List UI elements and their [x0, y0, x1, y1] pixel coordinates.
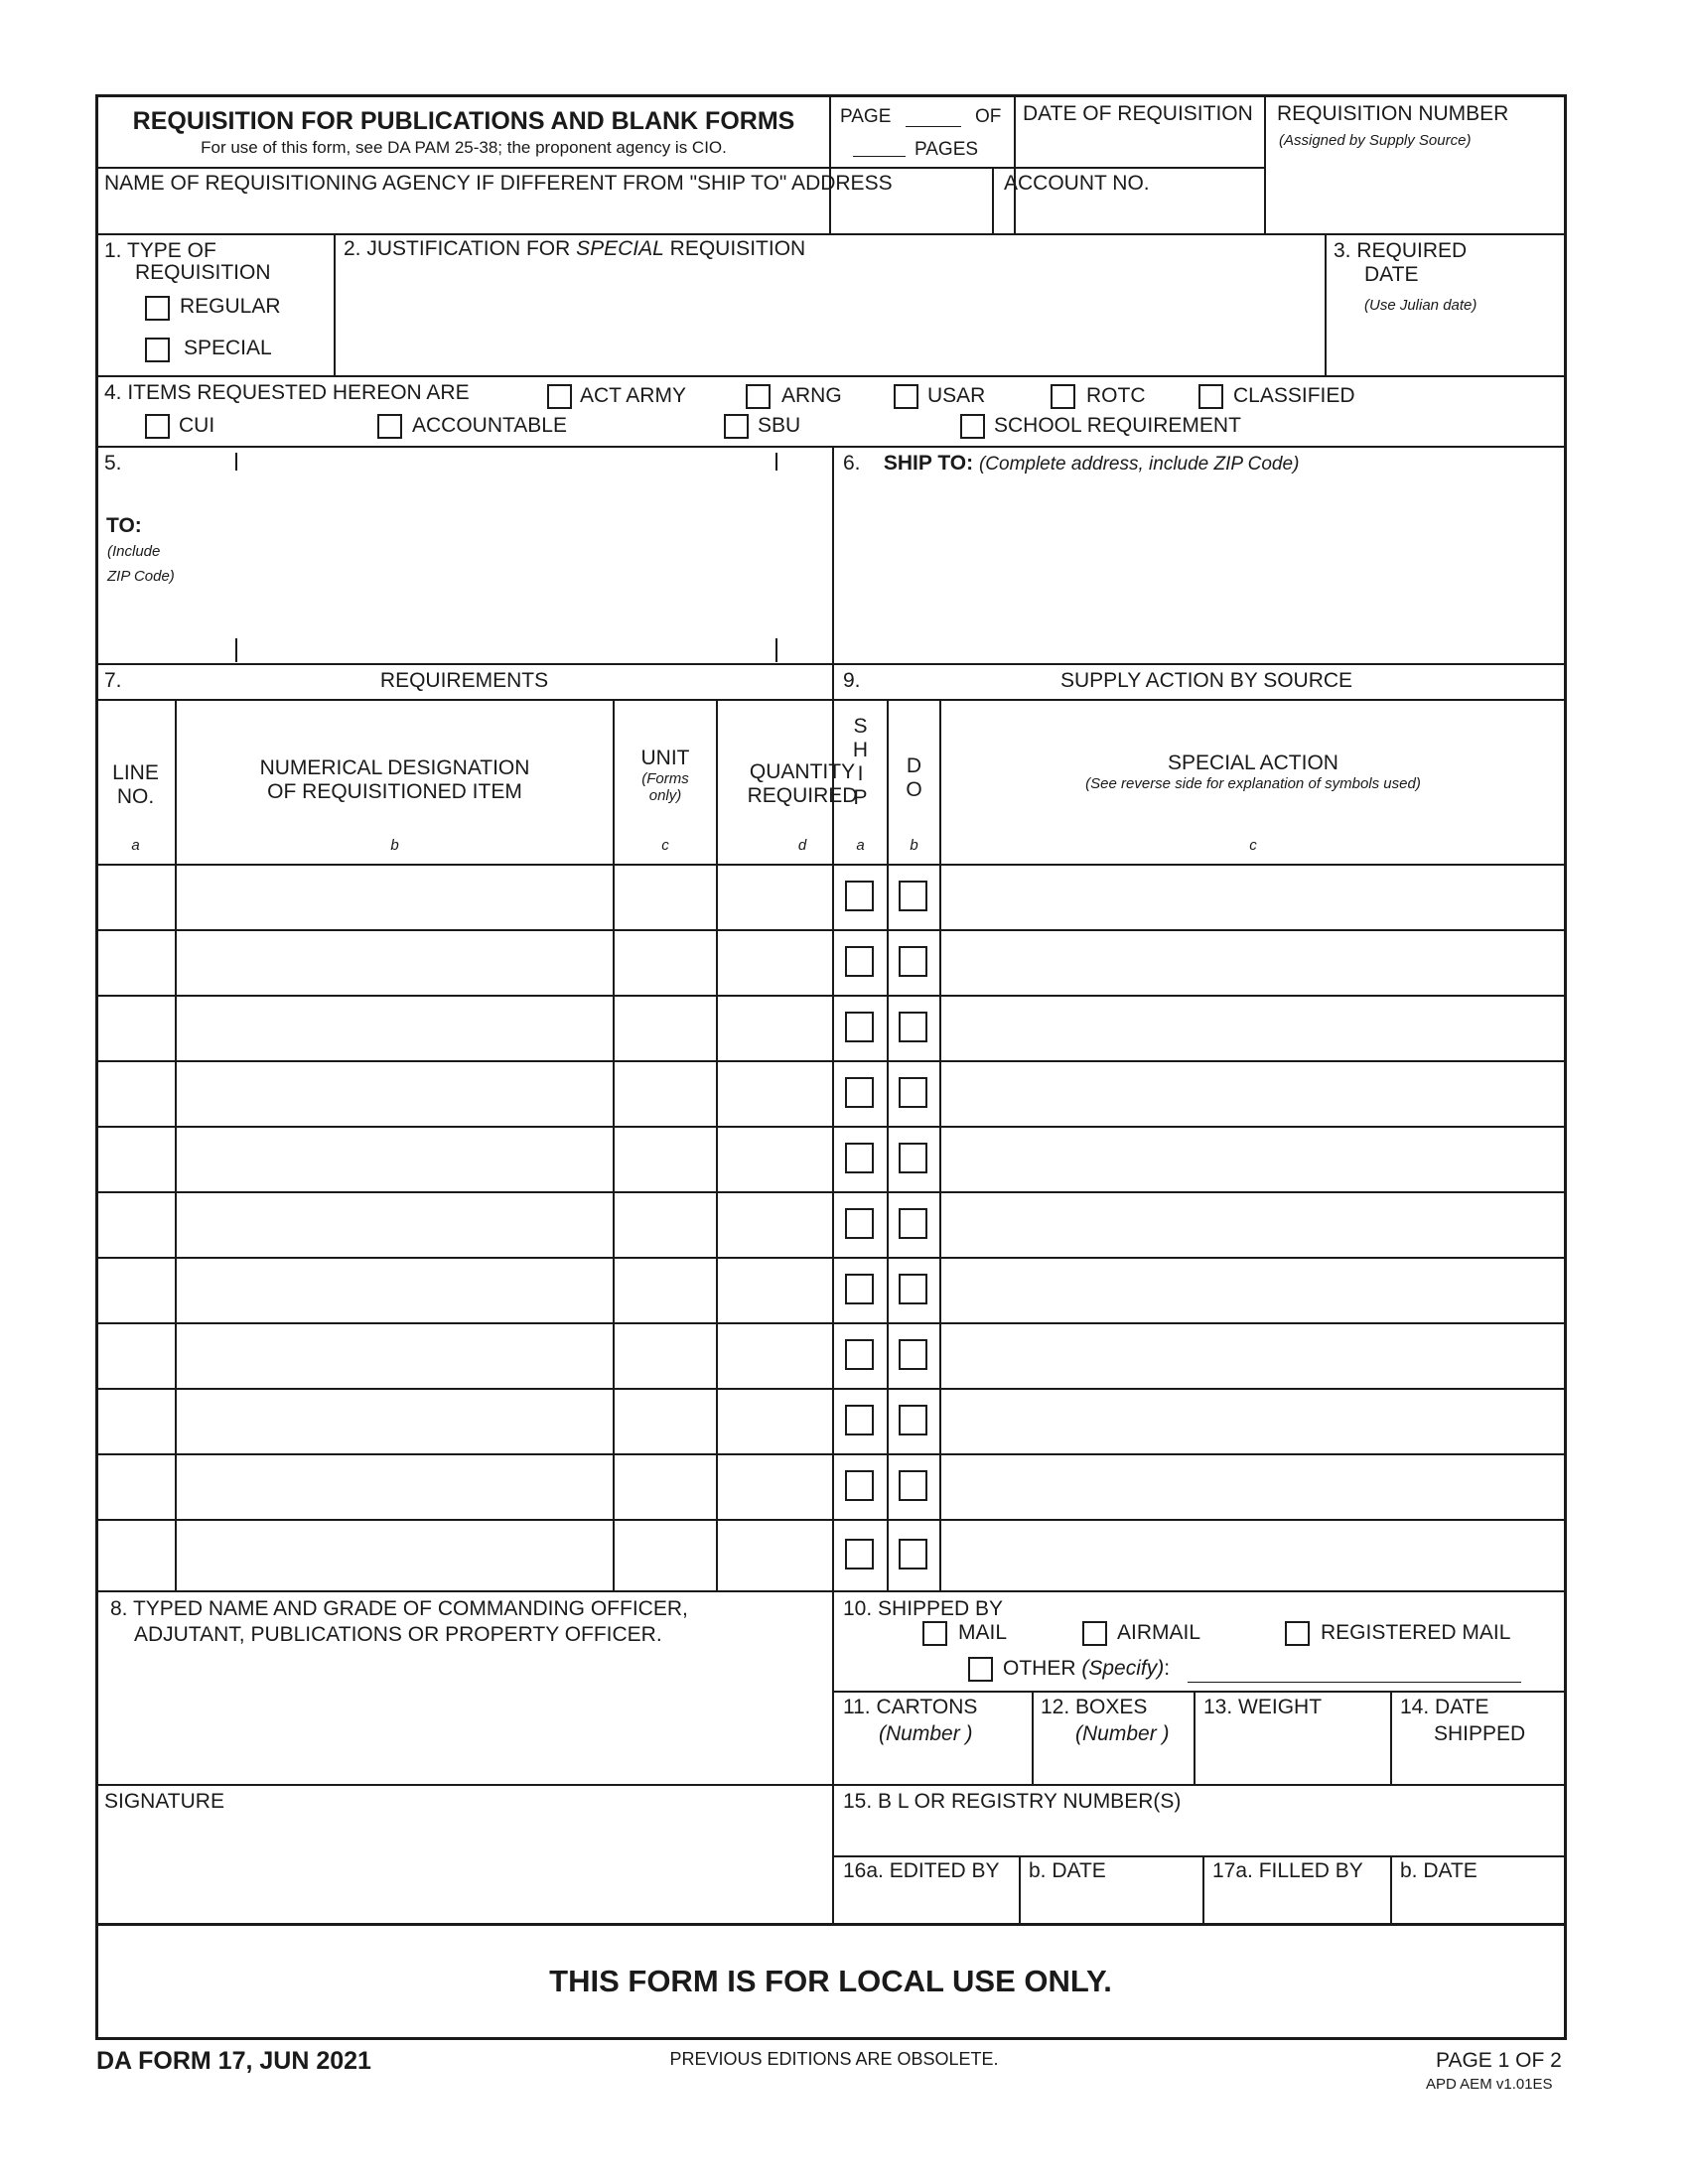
mail-label: MAIL — [958, 1621, 1008, 1644]
ship-checkbox-row-11[interactable] — [845, 1539, 874, 1570]
ship-checkbox-row-3[interactable] — [845, 1012, 874, 1042]
regular-checkbox[interactable] — [145, 296, 170, 321]
accountable-label: ACCOUNTABLE — [412, 414, 567, 437]
boxes-note: (Number ) — [1075, 1722, 1170, 1745]
supply-action-label: SUPPLY ACTION BY SOURCE — [1059, 669, 1353, 692]
do-checkbox-row-8[interactable] — [899, 1339, 927, 1370]
date-shipped-label: 14. DATE — [1400, 1696, 1489, 1718]
do-checkbox-row-3[interactable] — [899, 1012, 927, 1042]
accountable-checkbox[interactable] — [377, 414, 402, 439]
ship-checkbox-row-6[interactable] — [845, 1208, 874, 1239]
cui-checkbox[interactable] — [145, 414, 170, 439]
weight-label: 13. WEIGHT — [1203, 1696, 1323, 1718]
edited-date-label: b. DATE — [1029, 1859, 1106, 1882]
usar-label: USAR — [927, 384, 986, 407]
special-action-header: SPECIAL ACTION (See reverse side for explanation of symbols used) — [1085, 751, 1421, 793]
page-count: PAGE 1 OF 2 — [1436, 2049, 1562, 2072]
officer-label: 8. TYPED NAME AND GRADE OF COMMANDING OFFICER, — [110, 1597, 688, 1620]
col-d-letter: d — [797, 837, 807, 854]
ship-checkbox-row-8[interactable] — [845, 1339, 874, 1370]
form-title: REQUISITION FOR PUBLICATIONS AND BLANK FORMS — [132, 107, 795, 135]
items-requested-label: 4. ITEMS REQUESTED HEREON ARE — [104, 381, 470, 404]
school-requirement-checkbox[interactable] — [960, 414, 985, 439]
rotc-label: ROTC — [1086, 384, 1146, 407]
col-9a-letter: a — [856, 837, 865, 854]
version-label: APD AEM v1.01ES — [1426, 2076, 1553, 2093]
ship-checkbox-row-9[interactable] — [845, 1405, 874, 1435]
do-checkbox-row-2[interactable] — [899, 946, 927, 977]
do-checkbox-row-7[interactable] — [899, 1274, 927, 1304]
do-checkbox-row-10[interactable] — [899, 1470, 927, 1501]
unit-header: UNIT (Forms only) — [640, 747, 690, 805]
ship-checkbox-row-1[interactable] — [845, 881, 874, 911]
ship-checkbox-row-4[interactable] — [845, 1077, 874, 1108]
ship-header: S H I P — [852, 715, 869, 809]
date-shipped-label-2: SHIPPED — [1434, 1722, 1526, 1745]
do-checkbox-row-4[interactable] — [899, 1077, 927, 1108]
regular-label: REGULAR — [180, 295, 281, 318]
requisition-number-note: (Assigned by Supply Source) — [1279, 132, 1472, 149]
airmail-label: AIRMAIL — [1117, 1621, 1201, 1644]
ship-checkbox-row-2[interactable] — [845, 946, 874, 977]
ship-checkbox-row-7[interactable] — [845, 1274, 874, 1304]
do-checkbox-row-5[interactable] — [899, 1143, 927, 1173]
type-label-2: REQUISITION — [135, 261, 271, 284]
act-army-label: ACT ARMY — [580, 384, 686, 407]
school-requirement-label: SCHOOL REQUIREMENT — [994, 414, 1241, 437]
requirements-label: REQUIREMENTS — [379, 669, 549, 692]
classified-label: CLASSIFIED — [1233, 384, 1355, 407]
form-subtitle: For use of this form, see DA PAM 25-38; the proponent agency is CIO. — [201, 138, 727, 157]
arng-label: ARNG — [781, 384, 842, 407]
ship-checkbox-row-5[interactable] — [845, 1143, 874, 1173]
type-label: 1. TYPE OF — [104, 239, 216, 262]
shipped-by-label: 10. SHIPPED BY — [843, 1597, 1004, 1620]
airmail-checkbox[interactable] — [1082, 1621, 1107, 1646]
to-number: 5. — [104, 452, 122, 475]
edited-by-label: 16a. EDITED BY — [843, 1859, 1000, 1882]
date-of-requisition-label: DATE OF REQUISITION — [1023, 102, 1253, 125]
rotc-checkbox[interactable] — [1051, 384, 1075, 409]
account-no-label: ACCOUNT NO. — [1004, 172, 1150, 195]
other-specify-field[interactable] — [1188, 1682, 1521, 1683]
line-no-header: LINE NO. — [112, 761, 159, 809]
required-date-label-2: DATE — [1364, 263, 1419, 286]
classified-checkbox[interactable] — [1198, 384, 1223, 409]
bl-registry-label: 15. B L OR REGISTRY NUMBER(S) — [843, 1790, 1182, 1813]
boxes-label: 12. BOXES — [1041, 1696, 1148, 1718]
supply-number: 9. — [843, 669, 861, 692]
local-use-notice: THIS FORM IS FOR LOCAL USE ONLY. — [549, 1964, 1112, 1998]
registered-mail-label: REGISTERED MAIL — [1321, 1621, 1511, 1644]
of-label: OF — [975, 106, 1002, 127]
col-b-letter: b — [390, 837, 399, 854]
cui-label: CUI — [179, 414, 215, 437]
registered-mail-checkbox[interactable] — [1285, 1621, 1310, 1646]
signature-label: SIGNATURE — [104, 1790, 224, 1813]
ship-checkbox-row-10[interactable] — [845, 1470, 874, 1501]
other-checkbox[interactable] — [968, 1657, 993, 1682]
arng-checkbox[interactable] — [746, 384, 771, 409]
page-label: PAGE — [840, 106, 892, 127]
col-c-letter: c — [661, 837, 669, 854]
pages-label: PAGES — [914, 139, 979, 160]
required-date-label: 3. REQUIRED — [1334, 239, 1468, 262]
form-number: DA FORM 17, JUN 2021 — [96, 2047, 371, 2075]
special-checkbox[interactable] — [145, 338, 170, 362]
requisition-number-label: REQUISITION NUMBER — [1277, 102, 1509, 125]
other-label: OTHER (Specify): — [1003, 1657, 1171, 1680]
sbu-label: SBU — [758, 414, 801, 437]
cartons-note: (Number ) — [879, 1722, 973, 1745]
agency-name-label: NAME OF REQUISITIONING AGENCY IF DIFFERENT FROM "SHIP TO" ADDRESS — [104, 172, 893, 195]
page-number-blank[interactable] — [906, 126, 961, 127]
justification-label: 2. JUSTIFICATION FOR SPECIAL REQUISITION — [344, 237, 806, 260]
col-9b-letter: b — [910, 837, 918, 854]
to-label: TO: — [106, 514, 142, 537]
col-9c-letter: c — [1249, 837, 1257, 854]
usar-checkbox[interactable] — [894, 384, 918, 409]
quantity-required-header: QUANTITY REQUIRED — [747, 760, 858, 808]
act-army-checkbox[interactable] — [547, 384, 572, 409]
officer-label-2: ADJUTANT, PUBLICATIONS OR PROPERTY OFFICER. — [134, 1623, 662, 1646]
mail-checkbox[interactable] — [922, 1621, 947, 1646]
sbu-checkbox[interactable] — [724, 414, 749, 439]
to-note-2: ZIP Code) — [107, 568, 175, 585]
requirements-number: 7. — [104, 669, 122, 692]
do-checkbox-row-6[interactable] — [899, 1208, 927, 1239]
filled-date-label: b. DATE — [1400, 1859, 1477, 1882]
ship-to-label: 6. SHIP TO: (Complete address, include ZIP Code) — [843, 452, 1300, 475]
do-header: D O — [906, 754, 922, 802]
do-checkbox-row-11[interactable] — [899, 1539, 927, 1570]
filled-by-label: 17a. FILLED BY — [1212, 1859, 1363, 1882]
do-checkbox-row-9[interactable] — [899, 1405, 927, 1435]
cartons-label: 11. CARTONS — [843, 1696, 978, 1718]
julian-date-note: (Use Julian date) — [1364, 297, 1477, 314]
col-a-letter: a — [131, 837, 140, 854]
to-note: (Include — [107, 543, 161, 560]
do-checkbox-row-1[interactable] — [899, 881, 927, 911]
special-label: SPECIAL — [184, 337, 272, 359]
previous-editions-note: PREVIOUS EDITIONS ARE OBSOLETE. — [669, 2049, 999, 2069]
numerical-designation-header: NUMERICAL DESIGNATION OF REQUISITIONED ITEM — [259, 756, 530, 804]
page-total-blank[interactable] — [853, 156, 906, 157]
